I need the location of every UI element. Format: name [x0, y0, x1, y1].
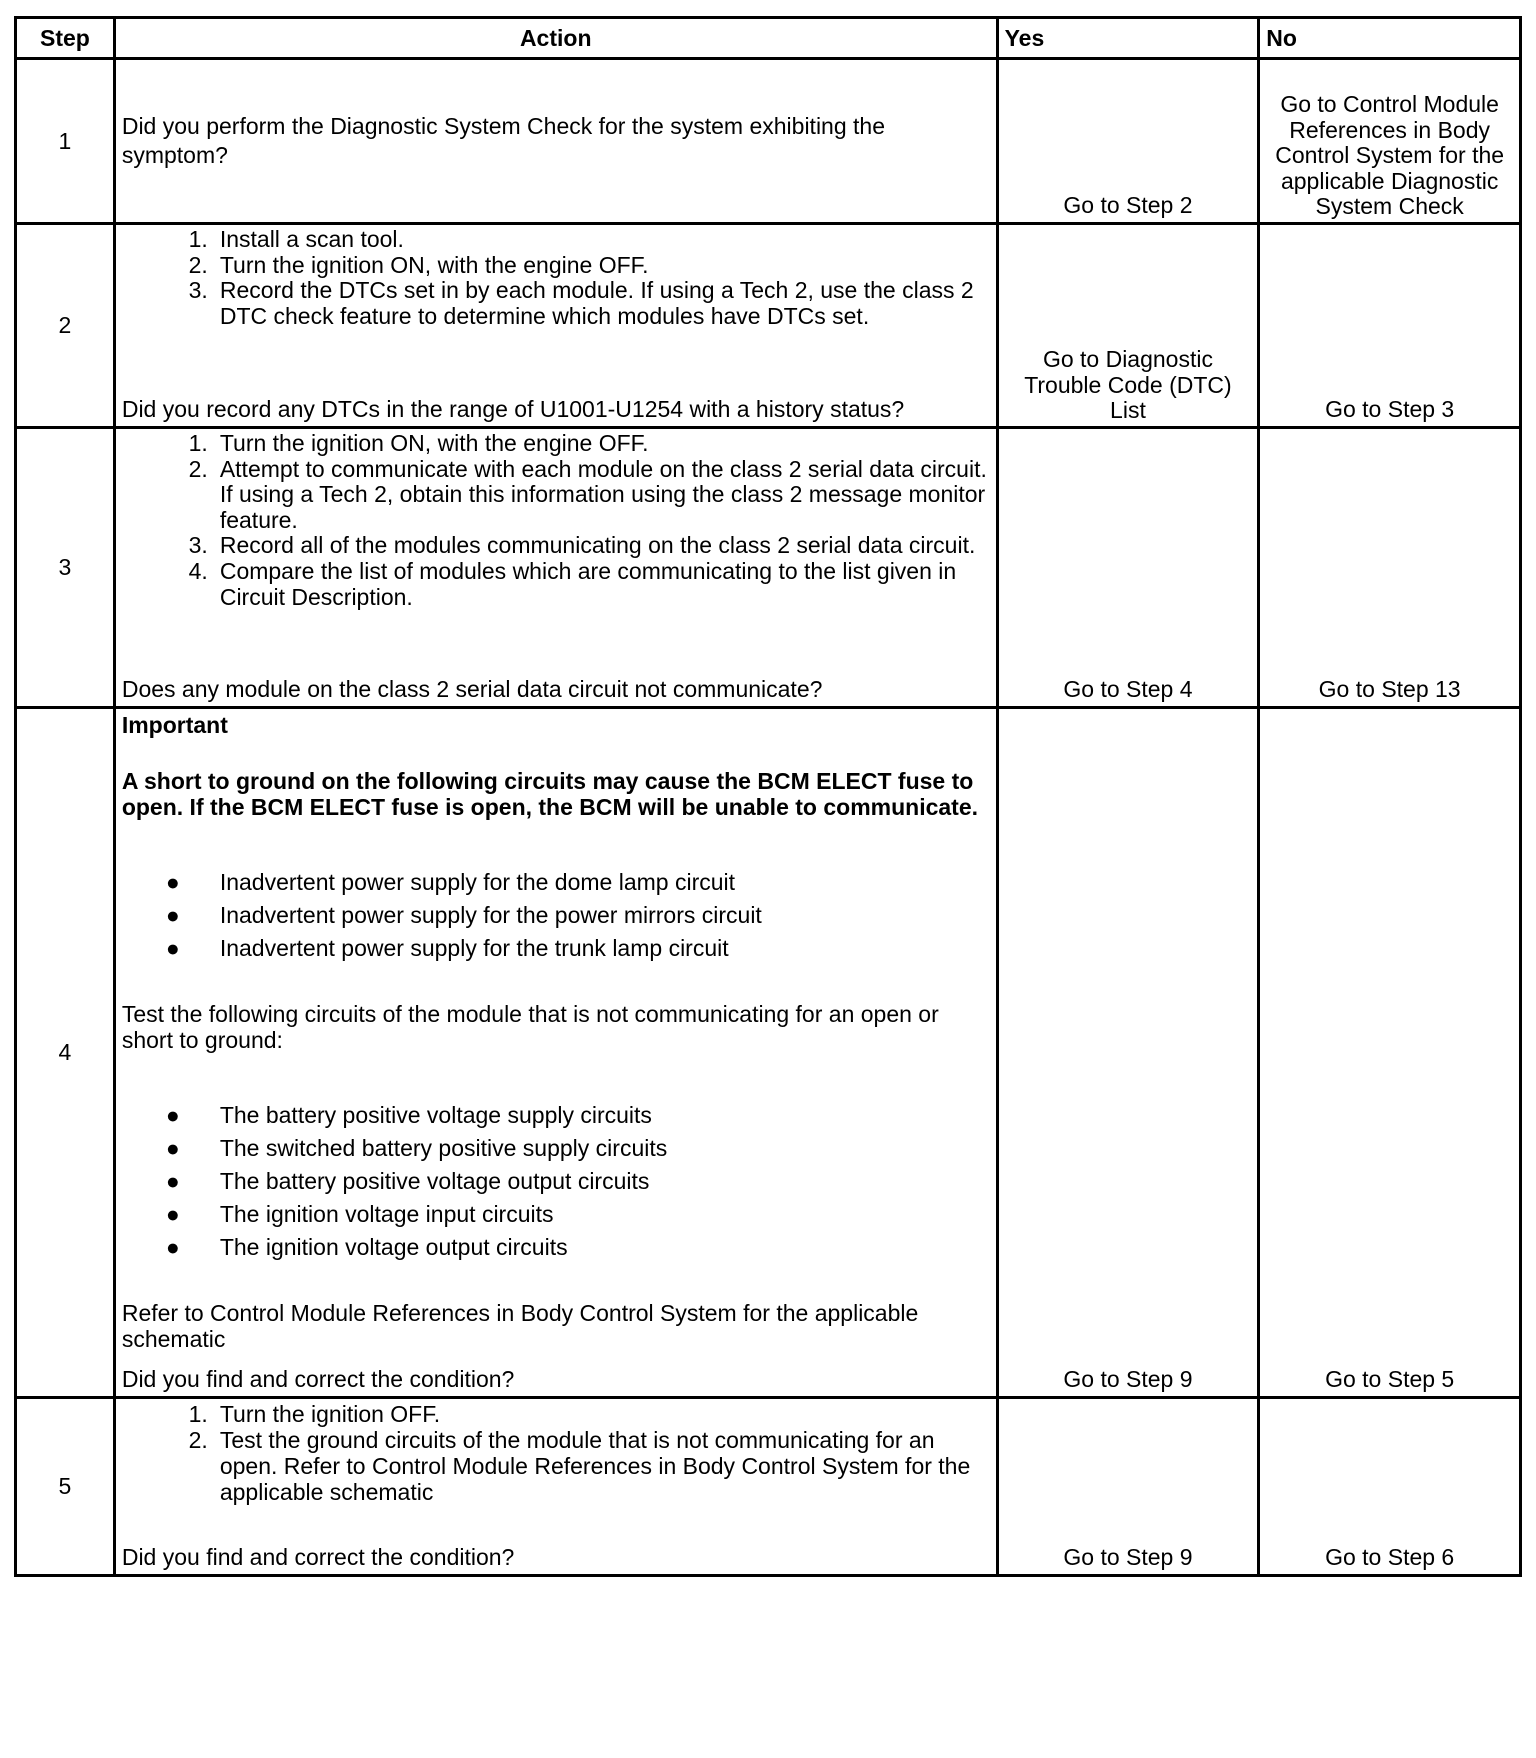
- list-item: [122, 1165, 990, 1198]
- diagnostic-table: [14, 16, 1522, 1577]
- action-question: Does any module on the class 2 serial data circuit not communicate?: [121, 676, 823, 702]
- bullet-icon: ●: [165, 1168, 180, 1194]
- list-item: [122, 899, 990, 932]
- list-text: Inadvertent power supply for the dome lamp circuit: [219, 869, 736, 895]
- step-number: 5: [16, 1398, 115, 1576]
- step-number: 3: [16, 428, 115, 708]
- bullet-icon: ●: [165, 1234, 180, 1260]
- list-item: [122, 932, 990, 965]
- list-item: [122, 1401, 990, 1427]
- list-text: The ignition voltage output circuits: [219, 1234, 568, 1260]
- list-item: [122, 1198, 990, 1231]
- list-item: [122, 1099, 990, 1132]
- column-header-step: Step: [16, 18, 115, 59]
- step-number: 2: [16, 224, 115, 428]
- bullet-list: [122, 866, 990, 965]
- bullet-icon: ●: [165, 1102, 180, 1128]
- list-text: The switched battery positive supply circuits: [219, 1135, 668, 1161]
- list-item: [122, 533, 990, 559]
- yes-result: Go to Step 9: [997, 1398, 1259, 1576]
- list-item: [122, 866, 990, 899]
- step-number: 1: [16, 59, 115, 224]
- list-number: 2.: [188, 251, 208, 278]
- list-item: [122, 1132, 990, 1165]
- bullet-icon: ●: [165, 935, 180, 961]
- list-text: Install a scan tool.: [219, 226, 404, 252]
- action-cell: [114, 428, 997, 708]
- list-item: [122, 457, 990, 534]
- action-question: Did you record any DTCs in the range of U1001-U1254 with a history status?: [121, 396, 905, 422]
- refer-text: Refer to Control Module References in Body Control System for the applicable schematic: [121, 1300, 919, 1352]
- list-item: [122, 431, 990, 457]
- important-notice: A short to ground on the following circuits may cause the BCM ELECT fuse to open. If the BCM ELECT fuse is open, the BCM will be unable to communicate.: [121, 768, 979, 820]
- bullet-list: [122, 1099, 990, 1264]
- list-text: Turn the ignition OFF.: [219, 1401, 441, 1427]
- table-row: [16, 1398, 1521, 1576]
- list-text: The battery positive voltage output circuits: [219, 1168, 650, 1194]
- column-header-yes: Yes: [997, 18, 1259, 59]
- list-text: The battery positive voltage supply circuits: [219, 1102, 652, 1128]
- important-title: Important: [121, 712, 228, 738]
- list-text: The ignition voltage input circuits: [219, 1201, 554, 1227]
- action-question: Did you find and correct the condition?: [121, 1544, 515, 1570]
- column-header-no: No: [1259, 18, 1521, 59]
- list-item: [122, 1427, 990, 1505]
- procedure-list: [122, 431, 990, 610]
- list-item: [122, 1231, 990, 1264]
- list-text: Turn the ignition ON, with the engine OFF.: [219, 430, 649, 456]
- table-row: [16, 59, 1521, 224]
- list-number: 1.: [188, 430, 208, 456]
- yes-result: Go to Diagnostic Trouble Code (DTC) List: [997, 224, 1259, 428]
- list-text: Record all of the modules communicating on the class 2 serial data circuit.: [219, 532, 976, 559]
- table-row: [16, 708, 1521, 1398]
- list-text: Test the ground circuits of the module that is not communicating for an open. Refer to Control Module References in Body Control System for the applicable schematic: [219, 1427, 971, 1505]
- list-item: [122, 559, 990, 610]
- table-header-row: [16, 18, 1521, 59]
- list-number: 4.: [188, 557, 208, 584]
- action-cell: [114, 708, 997, 1398]
- list-text: Turn the ignition ON, with the engine OFF.: [219, 251, 649, 278]
- action-question: Did you perform the Diagnostic System Check for the system exhibiting the symptom?: [121, 113, 885, 168]
- column-header-action: Action: [114, 18, 997, 59]
- yes-result: Go to Step 4: [997, 428, 1259, 708]
- list-number: 3.: [188, 532, 208, 559]
- yes-result: Go to Step 2: [997, 59, 1259, 224]
- list-item: [122, 278, 990, 329]
- procedure-list: [122, 1401, 990, 1505]
- bullet-icon: ●: [165, 1201, 180, 1227]
- list-number: 3.: [188, 277, 208, 304]
- no-result: Go to Step 5: [1259, 708, 1521, 1398]
- no-result: Go to Step 3: [1259, 224, 1521, 428]
- diagnostic-table-container: [14, 16, 1522, 1577]
- list-item: [122, 227, 990, 253]
- list-text: Inadvertent power supply for the trunk lamp circuit: [219, 935, 729, 961]
- list-number: 2.: [188, 455, 208, 482]
- list-item: [122, 253, 990, 279]
- action-question: Did you find and correct the condition?: [121, 1366, 515, 1392]
- no-result: Go to Step 6: [1259, 1398, 1521, 1576]
- list-text: Compare the list of modules which are communicating to the list given in Circuit Description.: [219, 557, 957, 610]
- action-cell: [114, 59, 997, 224]
- no-result: Go to Step 13: [1259, 428, 1521, 708]
- table-row: [16, 224, 1521, 428]
- bullet-icon: ●: [165, 869, 180, 895]
- test-instructions: Test the following circuits of the module that is not communicating for an open or short to ground:: [121, 1001, 939, 1053]
- no-result: Go to Control Module References in Body Control System for the applicable Diagnostic System Check: [1259, 59, 1521, 224]
- action-cell: [114, 1398, 997, 1576]
- list-number: 2.: [188, 1427, 208, 1453]
- action-cell: [114, 224, 997, 428]
- list-number: 1.: [188, 226, 208, 252]
- bullet-icon: ●: [165, 902, 180, 928]
- list-number: 1.: [188, 1401, 208, 1427]
- step-number: 4: [16, 708, 115, 1398]
- bullet-icon: ●: [165, 1135, 180, 1161]
- table-row: [16, 428, 1521, 708]
- list-text: Inadvertent power supply for the power mirrors circuit: [219, 902, 762, 928]
- procedure-list: [122, 227, 990, 329]
- yes-result: Go to Step 9: [997, 708, 1259, 1398]
- list-text: Record the DTCs set in by each module. If using a Tech 2, use the class 2 DTC check feature to determine which modules have DTCs set.: [219, 277, 974, 329]
- list-text: Attempt to communicate with each module on the class 2 serial data circuit. If using a Tech 2, obtain this information using the class 2 message monitor feature.: [219, 455, 987, 533]
